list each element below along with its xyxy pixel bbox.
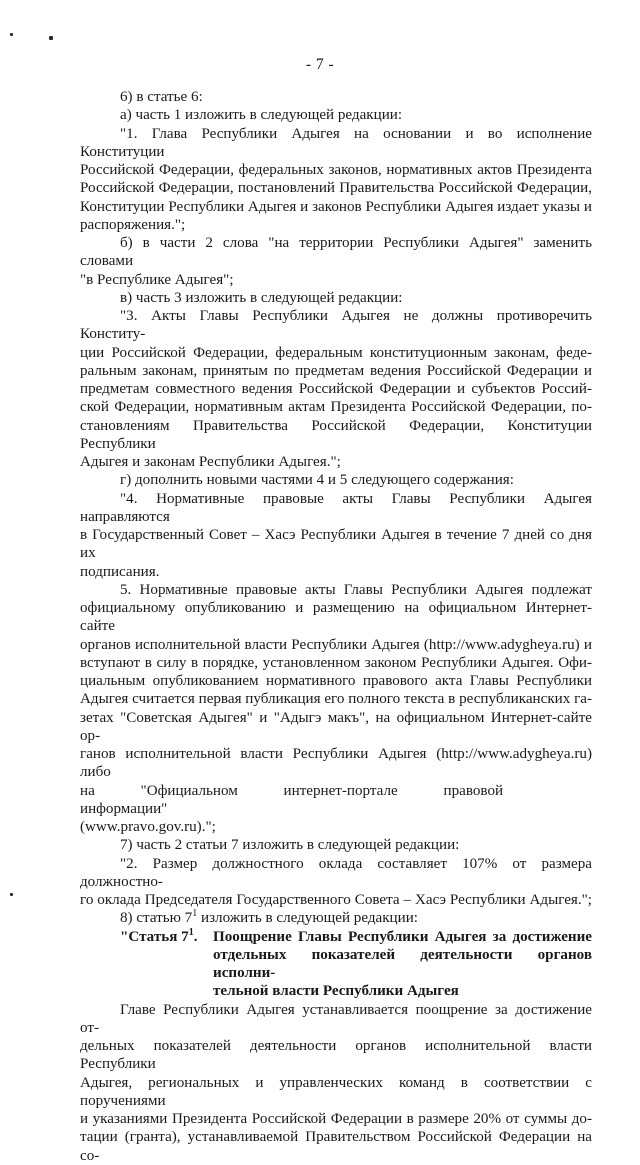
- text-line: Главе Республики Адыгея устанавливается поощрение за достижение от-: [80, 1001, 592, 1036]
- text-line: 7) часть 2 статьи 7 изложить в следующей редакции:: [120, 837, 460, 854]
- text-line: на "Официальном интернет-портале правовой информации": [80, 782, 504, 817]
- text-line: (www.pravo.gov.ru).";: [80, 819, 216, 835]
- article-label: [120, 928, 198, 946]
- text-line: Адыгея и законам Республики Адыгея.";: [80, 454, 341, 470]
- text-line: Адыгея, региональных и управленческих команд в соответствии с поручениями: [80, 1074, 592, 1109]
- text-line: Адыгея считается первая публикация его полного текста в республиканских га-: [80, 691, 592, 708]
- text-line: б) в части 2 слова "на территории Республики Адыгея" заменить словами: [80, 235, 592, 270]
- document-body: [80, 88, 592, 1165]
- article-heading: [80, 928, 592, 1001]
- text-line: официальному опубликованию и размещению на официальном Интернет-сайте: [80, 600, 592, 635]
- text-line: предметам совместного ведения Российской Федерации и субъектов Россий-: [80, 381, 592, 397]
- scan-speck: [49, 36, 53, 40]
- text-fragment: изложить в следующей редакции:: [197, 910, 418, 927]
- text-line: подписания.: [80, 563, 160, 580]
- text-line: вступают в силу в порядке, установленном законом Республики Адыгея. Офи-: [80, 654, 592, 671]
- text-fragment: "Статья 7: [120, 928, 189, 945]
- text-line: "1. Глава Республики Адыгея на основании и во исполнение Конституции: [80, 125, 592, 160]
- text-line: Российской Федерации, федеральных законов, нормативных актов Президента: [80, 162, 592, 178]
- text-line: ской Федерации, нормативным актам Президента Российской Федерации, по-: [80, 399, 592, 416]
- text-line: [80, 909, 592, 927]
- text-line: и указаниями Президента Российской Федерации в размере 20% от суммы до-: [80, 1111, 592, 1127]
- text-line: ральным законам, принятым по предметам ведения Российской Федерации и: [80, 362, 592, 379]
- text-line: ганов исполнительной власти Республики Адыгея (http://www.adygheya.ru) либо: [80, 746, 592, 781]
- superscript: 1: [192, 908, 198, 920]
- text-line: Конституции Республики Адыгея и законов Республики Адыгея издает указы и: [80, 198, 592, 215]
- text-line: в Государственный Совет – Хасэ Республики Адыгея в течение 7 дней со дня их: [80, 527, 592, 562]
- scan-speck: [10, 893, 13, 896]
- article-title-line: Поощрение Главы Республики Адыгея за достижение: [213, 928, 592, 945]
- text-line: распоряжения.";: [80, 216, 186, 233]
- text-line: ции Российской Федерации, федеральным конституционным законам, феде-: [80, 344, 592, 361]
- text-line: 5. Нормативные правовые акты Главы Республики Адыгея подлежат: [120, 581, 592, 598]
- text-line: становлениям Правительства Российской Федерации, Конституции Республики: [80, 417, 592, 452]
- text-line: 6) в статье 6:: [120, 89, 203, 105]
- page-number: - 7 -: [305, 56, 335, 73]
- text-line: Российской Федерации, постановлений Правительства Российской Федерации,: [80, 180, 592, 197]
- text-line: а) часть 1 изложить в следующей редакции:: [120, 107, 403, 124]
- text-line: в) часть 3 изложить в следующей редакции:: [120, 289, 403, 306]
- text-line: "4. Нормативные правовые акты Главы Республики Адыгея направляются: [80, 490, 592, 525]
- text-line: "3. Акты Главы Республики Адыгея не должны противоречить Конститу-: [80, 308, 592, 343]
- text-line: тации (гранта), устанавливаемой Правительством Российской Федерации на со-: [80, 1129, 592, 1164]
- text-line: го оклада Председателя Государственного Совета – Хасэ Республики Адыгея.";: [80, 892, 592, 908]
- text-fragment: 8) статью 7: [120, 910, 193, 927]
- scan-speck: [10, 33, 13, 36]
- text-line: органов исполнительной власти Республики Адыгея (http://www.adygheya.ru) и: [80, 636, 592, 653]
- text-fragment: .: [193, 928, 198, 945]
- article-title-line: тельной власти Республики Адыгея: [213, 983, 459, 1000]
- text-line: "в Республике Адыгея";: [80, 271, 234, 288]
- text-line: "2. Размер должностного оклада составляет 107% от размера должностно-: [80, 855, 592, 890]
- text-line: г) дополнить новыми частями 4 и 5 следующего содержания:: [120, 472, 514, 489]
- text-line: дельных показателей деятельности органов исполнительной власти Республики: [80, 1038, 592, 1073]
- article-title-line: отдельных показателей деятельности органов исполни-: [213, 946, 592, 981]
- text-line: циальным опубликованием нормативного правового акта Главы Республики: [80, 673, 592, 689]
- text-line: зетах "Советская Адыгея" и "Адыгэ макъ", на официальном Интернет-сайте ор-: [80, 709, 592, 744]
- superscript: 1: [188, 926, 194, 938]
